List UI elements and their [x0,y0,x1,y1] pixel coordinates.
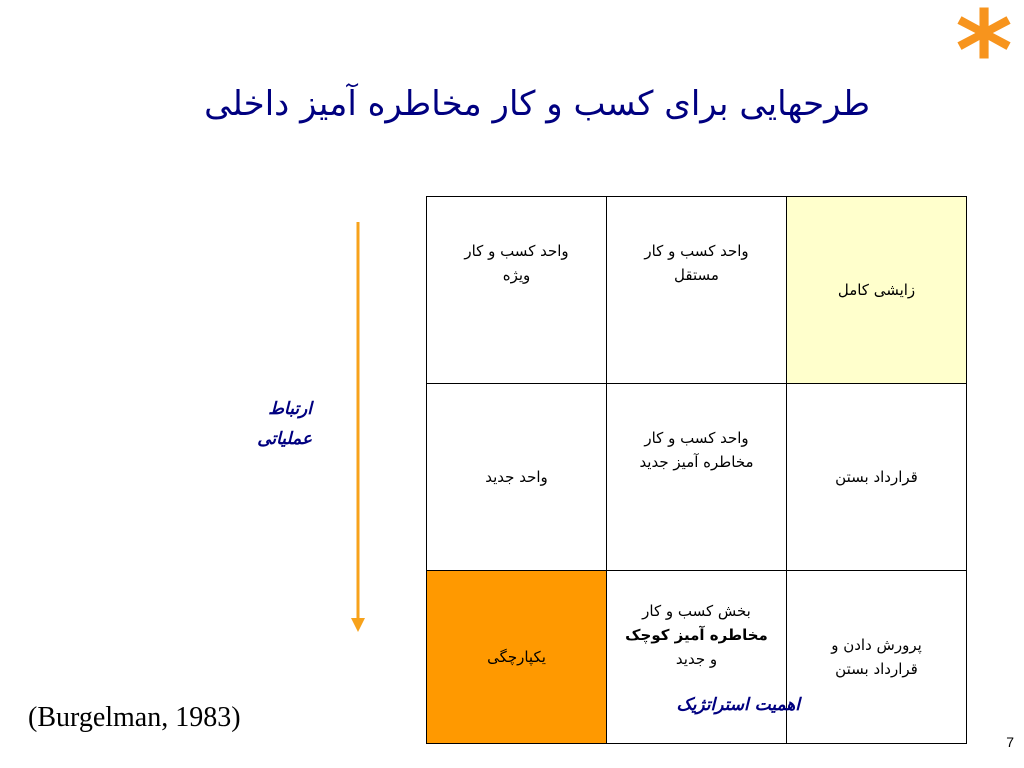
cell-text: واحد کسب و کار [644,429,749,447]
cell-text: قرارداد بستن [835,468,918,486]
citation: (Burgelman, 1983) [28,702,241,733]
cell-text: قرارداد بستن [835,660,918,678]
cell-text: مخاطره آمیز جدید [639,453,754,471]
cell-text: ویژه [502,266,531,284]
cell-text: مستقل [674,266,719,284]
cell-text: یکپارچگی [487,648,546,666]
cell-text: واحد کسب و کار [464,242,569,260]
page-number: 7 [1006,734,1014,750]
vertical-arrow [351,222,365,632]
cell-complete-spin-off [787,197,967,384]
strategic-importance-label: اهمیت استراتژیک [676,695,800,715]
cell-text: زایشی کامل [837,281,916,299]
matrix-row-1 [427,197,967,384]
cell-nurturing-and-contracting [787,571,967,744]
venture-design-matrix [426,196,967,744]
cell-special-business-unit [427,197,607,384]
cell-text: پرورش دادن و [831,636,922,654]
label-line: ارتباط [268,399,312,419]
cell-text-bold: مخاطره آمیز کوچک [625,626,768,644]
cell-independent-business-unit [607,197,787,384]
label-line: عملیاتی [257,429,312,449]
cell-new-product-department [427,384,607,571]
cell-new-venture-division [607,384,787,571]
cell-text: واحد کسب و کار [644,242,749,260]
cell-text: بخش کسب و کار [642,602,751,620]
slide-title: طرحهایی برای کسب و کار مخاطره آمیز داخلی [204,84,870,124]
asterisk-icon: * [955,0,1013,115]
operational-relatedness-label [190,394,312,454]
matrix-row-2 [427,384,967,571]
cell-contracting [787,384,967,571]
cell-text: و جدید [675,650,718,668]
cell-text: واحد جدید [485,468,548,486]
